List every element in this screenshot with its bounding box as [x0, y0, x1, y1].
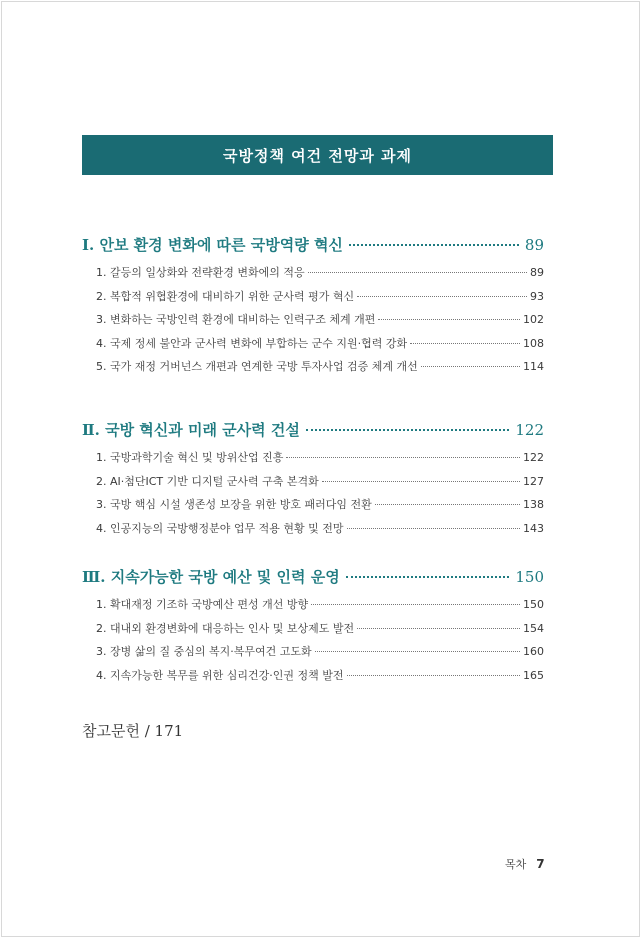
- toc-item-page: 160: [523, 645, 544, 658]
- section-page: 150: [515, 568, 544, 586]
- toc-item-label: 4. 지속가능한 복무를 위한 심리건강·인권 정책 발전: [96, 668, 344, 682]
- toc-section-1: [82, 234, 544, 382]
- toc-item-page: 93: [530, 289, 544, 303]
- toc-item-page: 154: [523, 621, 544, 635]
- section-heading-label: Ⅲ. 지속가능한 국방 예산 및 인력 운영: [82, 568, 340, 586]
- toc-item[interactable]: [82, 667, 544, 691]
- toc-item[interactable]: [82, 311, 544, 335]
- toc-item-label: 1. 확대재정 기조하 국방예산 편성 개선 방향: [96, 598, 309, 611]
- toc-item[interactable]: [82, 520, 544, 544]
- toc-section-2: [82, 419, 544, 543]
- leader-dots: [346, 576, 510, 578]
- toc-item[interactable]: [82, 264, 544, 288]
- toc-item[interactable]: [82, 496, 544, 520]
- toc-item-page: 114: [523, 360, 544, 373]
- page-number: 7: [536, 857, 545, 871]
- leader-dots: [378, 319, 520, 320]
- section-heading-label: Ⅱ. 국방 혁신과 미래 군사력 건설: [82, 421, 300, 439]
- toc-item-label: 5. 국가 재정 거버넌스 개편과 연계한 국방 투자사업 검증 체계 개선: [96, 360, 418, 373]
- section-page: 89: [524, 236, 544, 254]
- toc-item-label: 2. AI·첨단ICT 기반 디지털 군사력 구축 본격화: [96, 474, 319, 488]
- toc-item-page: 127: [523, 474, 544, 488]
- toc-item-page: 89: [530, 266, 544, 279]
- toc-item[interactable]: [82, 449, 544, 473]
- chapter-title: 국방정책 여건 전망과 과제: [222, 146, 413, 165]
- toc-item[interactable]: [82, 358, 544, 382]
- leader-dots: [286, 457, 520, 458]
- leader-dots: [308, 272, 527, 273]
- leader-dots: [347, 675, 521, 676]
- toc-item[interactable]: [82, 473, 544, 497]
- section-heading-label: Ⅰ. 안보 환경 변화에 따른 국방역량 혁신: [82, 236, 343, 254]
- toc-item[interactable]: [82, 335, 544, 359]
- leader-dots: [357, 628, 520, 629]
- toc-item[interactable]: [82, 288, 544, 312]
- toc-item-page: 143: [523, 521, 544, 535]
- section-heading[interactable]: [82, 234, 544, 264]
- toc-section-3: [82, 566, 544, 690]
- toc-item[interactable]: [82, 620, 544, 644]
- toc-item[interactable]: [82, 643, 544, 667]
- leader-dots: [306, 429, 510, 431]
- section-heading[interactable]: [82, 419, 544, 449]
- leader-dots: [421, 366, 520, 367]
- toc-item-label: 3. 국방 핵심 시설 생존성 보장을 위한 방호 패러다임 전환: [96, 498, 372, 511]
- footer-label: 목차: [505, 858, 527, 871]
- toc-item-label: 2. 복합적 위협환경에 대비하기 위한 군사력 평가 혁신: [96, 289, 355, 303]
- toc-item-page: 138: [523, 498, 544, 511]
- toc-item-label: 4. 국제 정세 불안과 군사력 변화에 부합하는 군수 지원·협력 강화: [96, 336, 408, 350]
- toc-item-label: 3. 변화하는 국방인력 환경에 대비하는 인력구조 체계 개편: [96, 313, 376, 326]
- leader-dots: [375, 504, 520, 505]
- leader-dots: [349, 244, 519, 246]
- references-entry[interactable]: 참고문헌 / 171: [82, 722, 184, 740]
- toc-item-page: 102: [523, 313, 544, 326]
- section-heading[interactable]: [82, 566, 544, 596]
- leader-dots: [357, 296, 527, 297]
- page-footer: [505, 856, 545, 872]
- toc-item-label: 2. 대내외 환경변화에 대응하는 인사 및 보상제도 발전: [96, 621, 355, 635]
- leader-dots: [410, 343, 520, 344]
- leader-dots: [315, 651, 520, 652]
- toc-item-label: 1. 국방과학기술 혁신 및 방위산업 진흥: [96, 451, 284, 464]
- toc-item-page: 150: [523, 598, 544, 611]
- toc-item-page: 165: [523, 668, 544, 682]
- leader-dots: [322, 481, 520, 482]
- toc-item-label: 1. 갈등의 일상화와 전략환경 변화에의 적응: [96, 266, 305, 279]
- leader-dots: [347, 528, 521, 529]
- toc-item-page: 122: [523, 451, 544, 464]
- leader-dots: [311, 604, 520, 605]
- toc-item-label: 3. 장병 삶의 질 중심의 복지·복무여건 고도화: [96, 645, 312, 658]
- chapter-title-bar: [82, 135, 553, 175]
- toc-item[interactable]: [82, 596, 544, 620]
- section-page: 122: [515, 421, 544, 439]
- toc-item-label: 4. 인공지능의 국방행정분야 업무 적용 현황 및 전망: [96, 521, 344, 535]
- toc-item-page: 108: [523, 336, 544, 350]
